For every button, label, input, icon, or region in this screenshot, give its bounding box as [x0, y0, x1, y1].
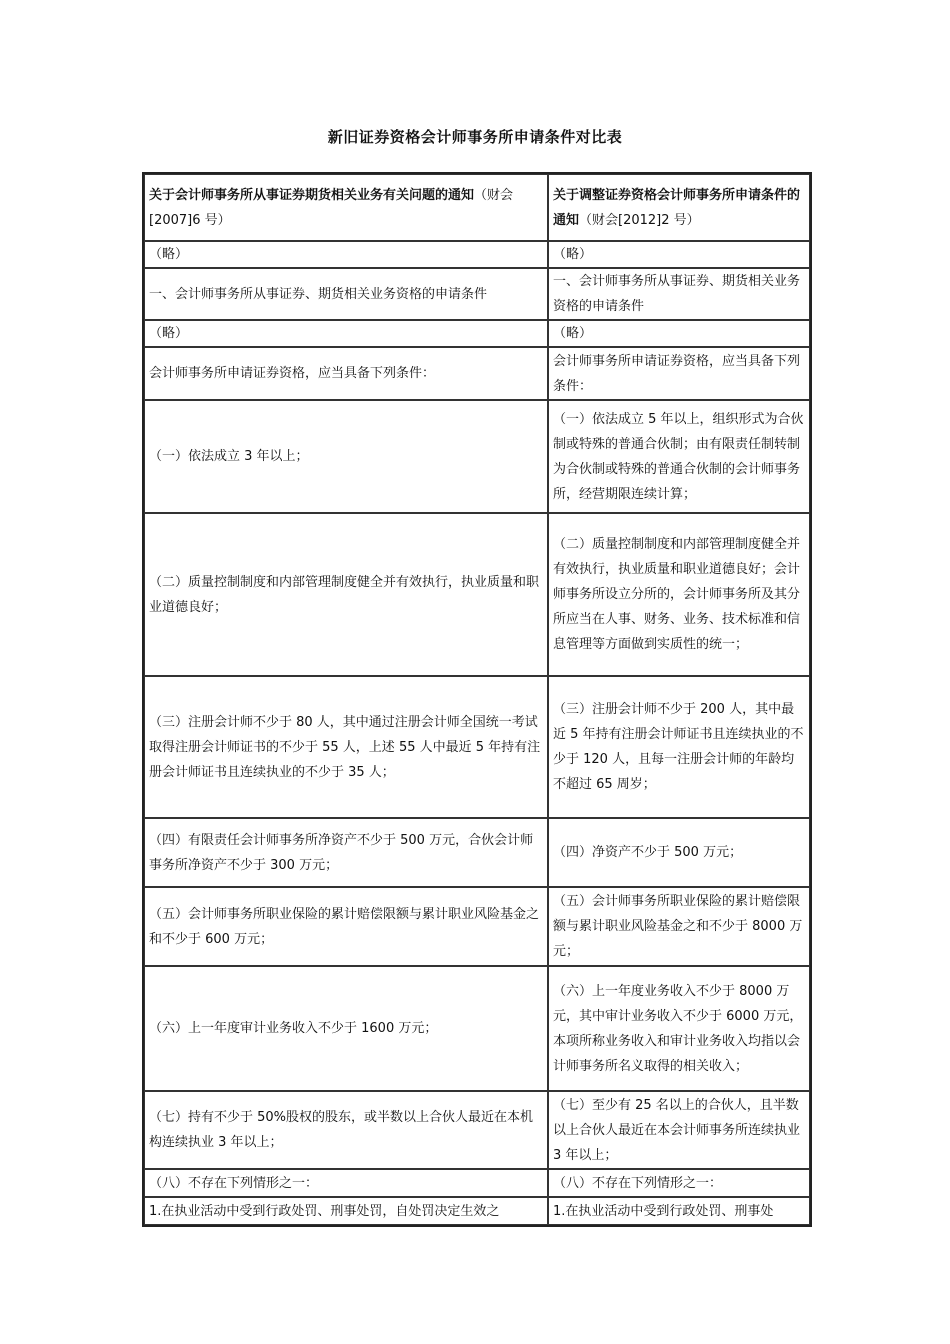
old-cell: 一、会计师事务所从事证券、期货相关业务资格的申请条件: [144, 268, 548, 320]
header-new-ref: （财会[2012]2 号）: [579, 212, 700, 228]
header-new-title: 关于调整证券资格会计师事务所申请条件的通知: [553, 187, 801, 228]
old-cell: 会计师事务所申请证券资格，应当具备下列条件：: [144, 347, 548, 400]
new-cell: 会计师事务所申请证券资格，应当具备下列条件：: [548, 347, 810, 400]
new-cell: （三）注册会计师不少于 200 人，其中最近 5 年持有注册会计师证书且连续执业的不少于 120 人，且每一注册会计师的年龄均不超过 65 周岁；: [548, 676, 810, 818]
old-cell: （五）会计师事务所职业保险的累计赔偿限额与累计职业风险基金之和不少于 600 万元；: [144, 887, 548, 966]
new-cell: （四）净资产不少于 500 万元；: [548, 818, 810, 887]
table-row: [144, 241, 810, 268]
old-cell: （略）: [144, 320, 548, 347]
new-cell: （略）: [548, 241, 810, 268]
table-row: [144, 320, 810, 347]
new-cell: （一）依法成立 5 年以上，组织形式为合伙制或特殊的普通合伙制；由有限责任制转制为合伙制或特殊的普通合伙制的会计师事务所，经营期限连续计算；: [548, 400, 810, 513]
table-row: [144, 818, 810, 887]
old-cell: （四）有限责任会计师事务所净资产不少于 500 万元，合伙会计师事务所净资产不少于 300 万元；: [144, 818, 548, 887]
new-cell: 1.在执业活动中受到行政处罚、刑事处: [548, 1197, 810, 1225]
header-old-notice: [144, 174, 548, 241]
header-new-notice: [548, 174, 810, 241]
table-row: [144, 676, 810, 818]
table-row: [144, 1091, 810, 1169]
table-row: [144, 1169, 810, 1197]
table-row: [144, 347, 810, 400]
table-header-row: [144, 174, 810, 241]
new-cell: （二）质量控制制度和内部管理制度健全并有效执行，执业质量和职业道德良好；会计师事务所设立分所的，会计师事务所及其分所应当在人事、财务、业务、技术标准和信息管理等方面做到实质性的统一；: [548, 513, 810, 676]
old-cell: （略）: [144, 241, 548, 268]
old-cell: 1.在执业活动中受到行政处罚、刑事处罚，自处罚决定生效之: [144, 1197, 548, 1225]
table-row: [144, 966, 810, 1091]
old-cell: （一）依法成立 3 年以上；: [144, 400, 548, 513]
table-row: [144, 1197, 810, 1225]
new-cell: （七）至少有 25 名以上的合伙人，且半数以上合伙人最近在本会计师事务所连续执业 3 年以上；: [548, 1091, 810, 1169]
old-cell: （三）注册会计师不少于 80 人，其中通过注册会计师全国统一考试取得注册会计师证书的不少于 55 人，上述 55 人中最近 5 年持有注册会计师证书且连续执业的不少于 35 人；: [144, 676, 548, 818]
new-cell: （八）不存在下列情形之一：: [548, 1169, 810, 1197]
new-cell: （略）: [548, 320, 810, 347]
header-old-ref: （财会[2007]6 号）: [149, 187, 514, 228]
table-row: [144, 887, 810, 966]
comparison-table: [142, 172, 812, 1227]
page-title: 新旧证券资格会计师事务所申请条件对比表: [327, 128, 623, 146]
table-row: [144, 268, 810, 320]
new-cell: （五）会计师事务所职业保险的累计赔偿限额与累计职业风险基金之和不少于 8000 万元；: [548, 887, 810, 966]
table-row: [144, 513, 810, 676]
old-cell: （二）质量控制制度和内部管理制度健全并有效执行，执业质量和职业道德良好；: [144, 513, 548, 676]
table-row: [144, 400, 810, 513]
header-old-title: 关于会计师事务所从事证券期货相关业务有关问题的通知: [149, 187, 475, 203]
old-cell: （八）不存在下列情形之一：: [144, 1169, 548, 1197]
new-cell: 一、会计师事务所从事证券、期货相关业务资格的申请条件: [548, 268, 810, 320]
old-cell: （七）持有不少于 50%股权的股东，或半数以上合伙人最近在本机构连续执业 3 年以上；: [144, 1091, 548, 1169]
new-cell: （六）上一年度业务收入不少于 8000 万元，其中审计业务收入不少于 6000 万元，本项所称业务收入和审计业务收入均指以会计师事务所名义取得的相关收入；: [548, 966, 810, 1091]
old-cell: （六）上一年度审计业务收入不少于 1600 万元；: [144, 966, 548, 1091]
